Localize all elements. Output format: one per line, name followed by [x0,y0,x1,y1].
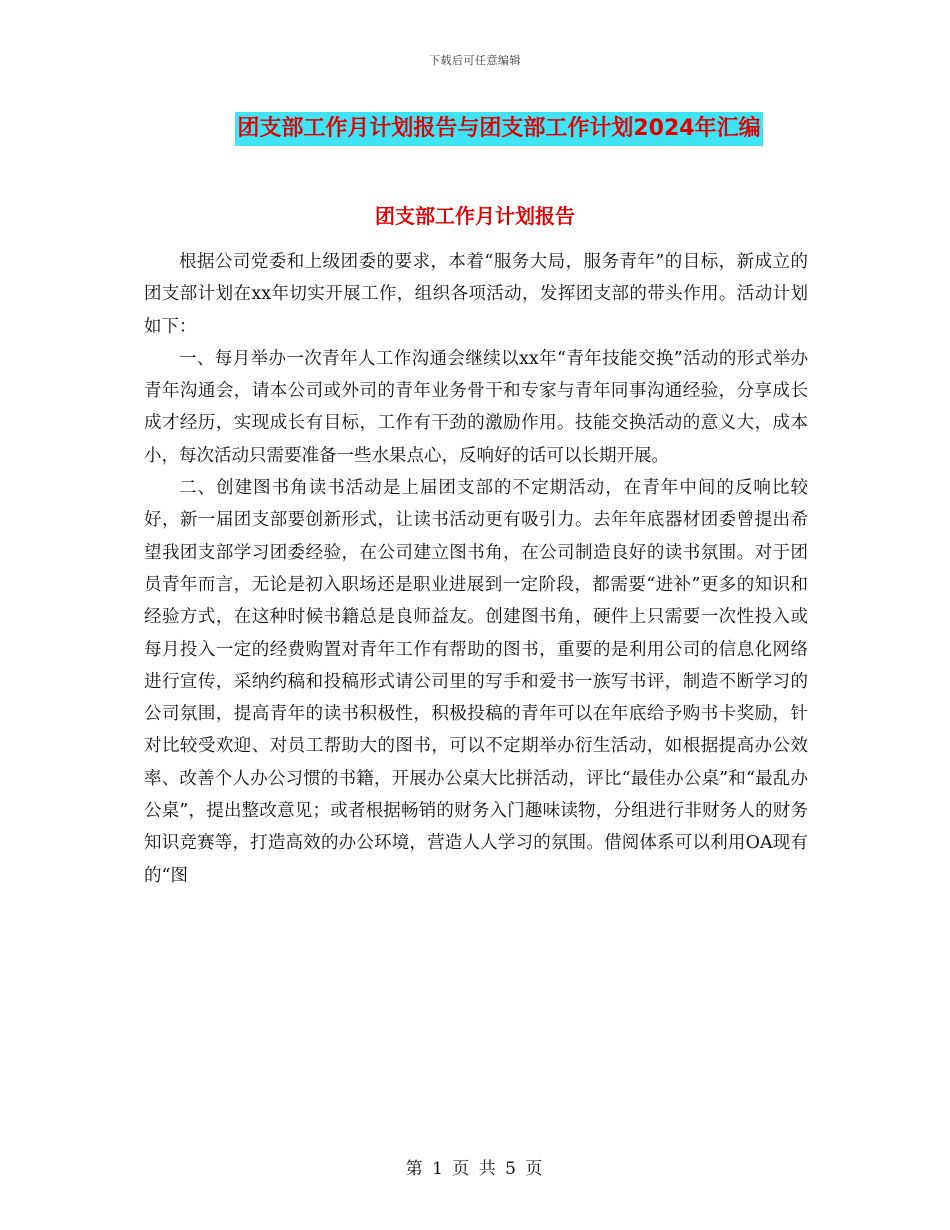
main-title: 团支部工作月计划报告与团支部工作计划2024年汇编 [235,112,762,146]
main-title-container [0,112,950,146]
page-header-note: 下载后可任意编辑 [429,54,521,67]
page-number-footer: 第 1 页 共 5 页 [405,1159,545,1179]
section-title: 团支部工作月计划报告 [375,204,575,228]
document-body [144,246,808,892]
paragraph-item-1: 一、每月举办一次青年人工作沟通会继续以xx年“青年技能交换”活动的形式举办青年沟通会，请本公司或外司的青年业务骨干和专家与青年同事沟通经验，分享成长成才经历，实现成长有目标，工作有干劲的激励作用。技能交换活动的意义大，成本小，每次活动只需要准备一些水果点心，反响好的话可以长期开展。 [144,348,808,466]
paragraph-item-2: 二、创建图书角读书活动是上届团支部的不定期活动，在青年中间的反响比较好，新一届团支部要创新形式，让读书活动更有吸引力。去年年底器材团委曾提出希望我团支部学习团委经验，在公司建立图书角，在公司制造良好的读书氛围。对于团员青年而言，无论是初入职场还是职业进展到一定阶段，都需要“进补”更多的知识和经验方式，在这种时候书籍总是良师益友。创建图书角，硬件上只需要一次性投入或每月投入一定的经费购置对青年工作有帮助的图书，重要的是利用公司的信息化网络进行宣传，采纳约稿和投稿形式请公司里的写手和爱书一族写书评，制造不断学习的公司氛围，提高青年的读书积极性，积极投稿的青年可以在年底给予购书卡奖励，针对比较受欢迎、对员工帮助大的图书，可以不定期举办衍生活动，如根据提高办公效率、改善个人办公习惯的书籍，开展办公桌大比拼活动，评比“最佳办公桌”和“最乱办公桌”，提出整改意见；或者根据畅销的财务入门趣味读物，分组进行非财务人的财务知识竞赛等，打造高效的办公环境，营造人人学习的氛围。借阅体系可以利用OA现有的“图 [144,478,808,886]
paragraph-intro: 根据公司党委和上级团委的要求，本着“服务大局，服务青年”的目标，新成立的团支部计划在xx年切实开展工作，组织各项活动，发挥团支部的带头作用。活动计划如下： [144,252,808,337]
